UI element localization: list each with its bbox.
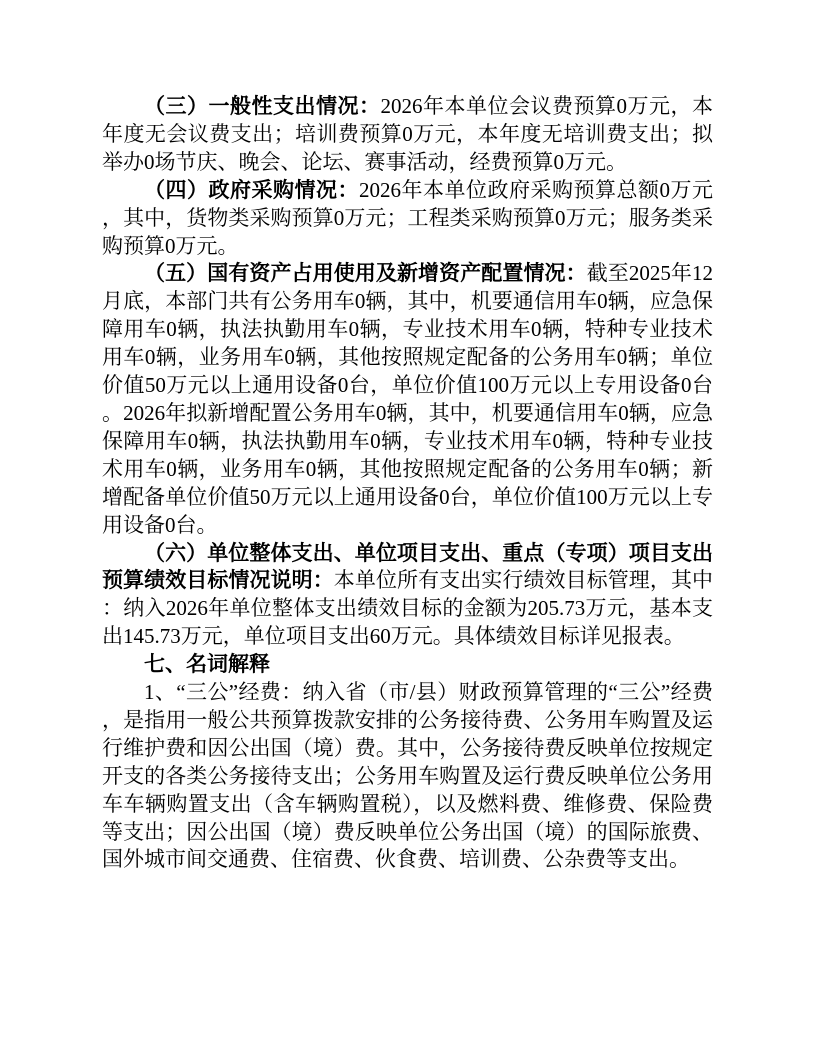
para-government-procurement-label: （四）政府采购情况：: [144, 177, 359, 202]
para-three-public-funds: [102, 679, 713, 874]
para-performance-targets: [102, 540, 713, 652]
heading-glossary: [102, 651, 713, 679]
document-body: [102, 93, 713, 874]
para-state-owned-assets-label: （五）国有资产占用使用及新增资产配置情况：: [144, 261, 587, 286]
para-three-public-funds-text: 1、“三公”经费：纳入省（市/县）财政预算管理的“三公”经费，是指用一般公共预算拨款安排的公务接待费、公务用车购置及运行维护费和因公出国（境）费。其中，公务接待费反映单位按规定开支的各类公务接待支出；公务用车购置及运行费反映单位公务用车车辆购置支出（含车辆购置税），以及燃料费、维修费、保险费等支出；因公出国（境）费反映单位公务出国（境）的国际旅费、国外城市间交通费、住宿费、伙食费、培训费、公杂费等支出。: [102, 680, 713, 872]
para-government-procurement-text: 2026年本单位政府采购预算总额0万元，其中，货物类采购预算0万元；工程类采购预算0万元；服务类采购预算0万元。: [102, 177, 713, 258]
para-government-procurement: [102, 177, 713, 261]
para-general-expenditure-label: （三）一般性支出情况：: [144, 94, 381, 118]
para-performance-targets-label: （六）单位整体支出、单位项目支出、重点（专项）项目支出预算绩效目标情况说明：: [102, 540, 713, 593]
para-general-expenditure: [102, 93, 713, 177]
heading-glossary-label: 七、名词解释: [144, 652, 270, 677]
para-state-owned-assets-text: 截至2025年12月底，本部门共有公务用车0辆，其中，机要通信用车0辆，应急保障用车0辆，执法执勤用车0辆，专业技术用车0辆，特种专业技术用车0辆，业务用车0辆，其他按照规定配备的公务用车0辆；单位价值50万元以上通用设备0台，单位价值100万元以上专用设备0台。2026年拟新增配置公务用车0辆，其中，机要通信用车0辆，应急保障用车0辆，执法执勤用车0辆，专业技术用车0辆，特种专业技术用车0辆，业务用车0辆，其他按照规定配备的公务用车0辆；新增配备单位价值50万元以上通用设备0台，单位价值100万元以上专用设备0台。: [102, 261, 714, 537]
para-state-owned-assets: [102, 260, 713, 539]
para-general-expenditure-text: 2026年本单位会议费预算0万元，本年度无会议费支出；培训费预算0万元，本年度无培训费支出；拟举办0场节庆、晚会、论坛、赛事活动，经费预算0万元。: [102, 94, 713, 174]
para-performance-targets-text: 本单位所有支出实行绩效目标管理，其中：纳入2026年单位整体支出绩效目标的金额为205.73万元，基本支出145.73万元，单位项目支出60万元。具体绩效目标详见报表。: [102, 568, 714, 649]
